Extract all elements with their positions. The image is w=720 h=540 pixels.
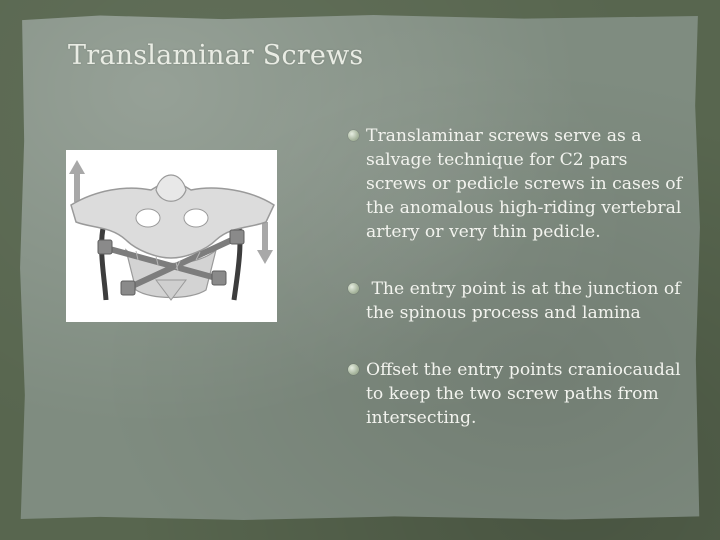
slide-title: Translaminar Screws (68, 40, 364, 71)
bullet-dot-icon (348, 130, 359, 141)
bullet-text: Offset the entry points craniocaudal to keep the two screw paths from intersecting. (366, 360, 681, 428)
bullet-item (348, 277, 693, 325)
bullet-item (348, 124, 693, 244)
bullet-text: Translaminar screws serve as a salvage technique for C2 pars screws or pedicle screws in cases of the anomalous high-riding vertebral artery or very thin pedicle. (366, 126, 683, 242)
bullet-dot-icon (348, 283, 359, 294)
vertebra-illustration-icon (66, 150, 277, 322)
bullet-text: The entry point is at the junction of the spinous process and lamina (366, 279, 687, 323)
bullet-list (348, 124, 693, 430)
bullet-item (348, 358, 693, 430)
vertebra-screw-illustration (66, 150, 277, 322)
bullet-dot-icon (348, 364, 359, 375)
